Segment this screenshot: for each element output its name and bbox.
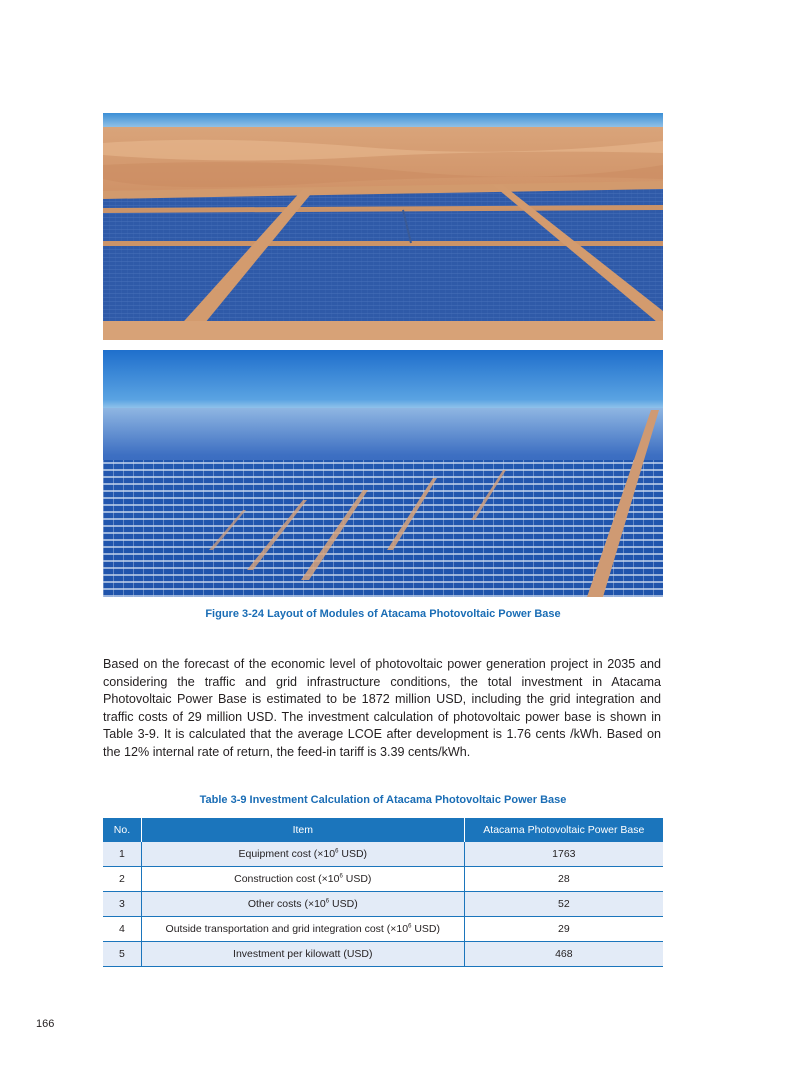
row-no: 1 <box>103 842 141 867</box>
table-caption: Table 3-9 Investment Calculation of Atacama Photovoltaic Power Base <box>199 794 567 806</box>
solar-panel-rows-photo <box>103 350 663 597</box>
solar-field-aerial-photo <box>103 113 663 340</box>
table-row <box>103 942 663 967</box>
header-value: Atacama Photovoltaic Power Base <box>464 818 663 842</box>
table-header-row <box>103 818 663 842</box>
investment-table <box>103 818 663 967</box>
row-item: Construction cost ($\times 10^6$ USD) <box>141 867 464 892</box>
figure-caption: Figure 3-24 Layout of Modules of Atacama Photovoltaic Power Base <box>205 608 561 620</box>
row-value: 52 <box>464 892 663 917</box>
table-row <box>103 892 663 917</box>
row-item: Other costs ($\times 10^6$ USD) <box>141 892 464 917</box>
row-no: 5 <box>103 942 141 967</box>
row-no: 3 <box>103 892 141 917</box>
row-item: Outside transportation and grid integration cost ($\times 10^6$ USD) <box>141 917 464 942</box>
table-row <box>103 842 663 867</box>
row-no: 2 <box>103 867 141 892</box>
row-value: 468 <box>464 942 663 967</box>
row-item: Investment per kilowatt (USD) <box>141 942 464 967</box>
header-item: Item <box>141 818 464 842</box>
page-number: 166 <box>36 1018 55 1030</box>
body-paragraph: Based on the forecast of the economic level of photovoltaic power generation project in 2035 and considering the traffic and grid infrastructure conditions, the total investment in Atacama Photovoltaic Power Base is estimated to be 1872 million USD, including the grid integration and traffic costs of 29 million USD. The investment calculation of photovoltaic power base is shown in Table 3-9. It is calculated that the average LCOE after development is 1.76 cents /kWh. Based on the 12% internal rate of return, the feed-in tariff is 3.39 cents/kWh. <box>103 657 661 759</box>
row-item: Equipment cost ($\times 10^6$ USD) <box>141 842 464 867</box>
header-no: No. <box>103 818 141 842</box>
table-row <box>103 867 663 892</box>
row-value: 28 <box>464 867 663 892</box>
row-value: 29 <box>464 917 663 942</box>
table-row <box>103 917 663 942</box>
row-value: 1763 <box>464 842 663 867</box>
row-no: 4 <box>103 917 141 942</box>
